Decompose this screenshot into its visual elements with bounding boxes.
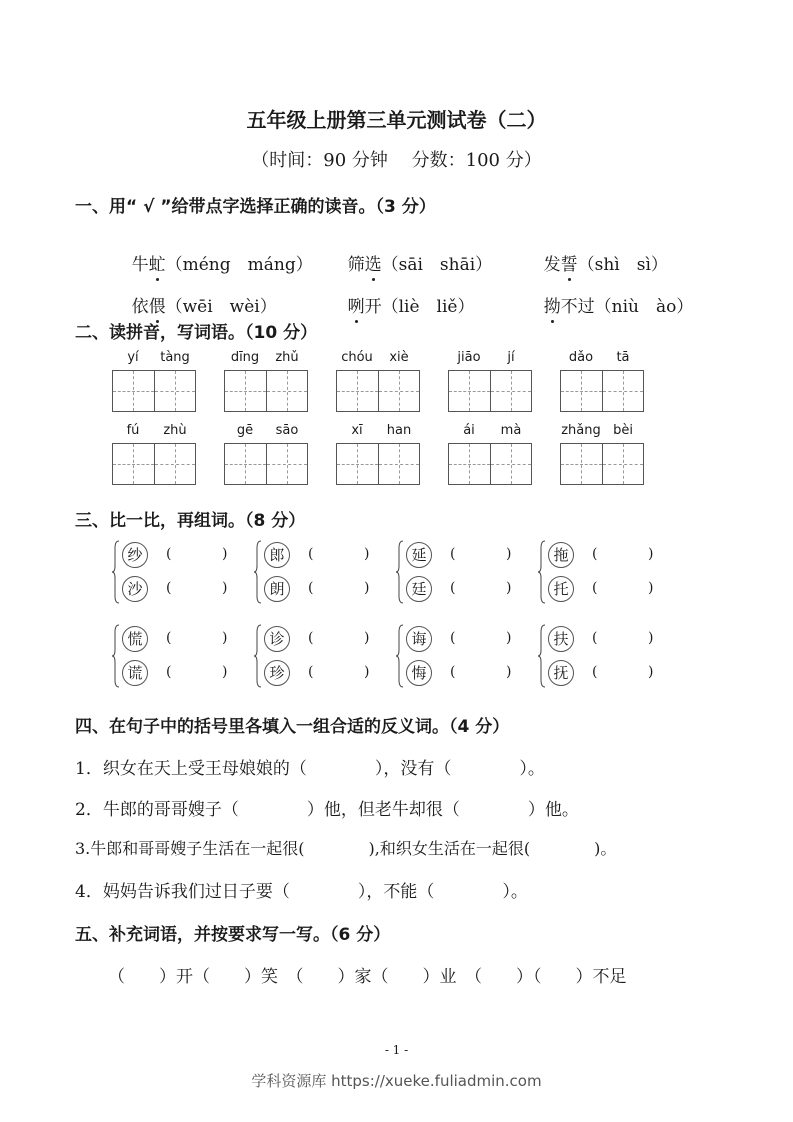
pronunciation-item: 拗 不过（niù ào）	[522, 272, 693, 337]
compare-group	[538, 624, 668, 690]
pinyin-syllable: ái	[463, 423, 475, 438]
idiom-line: （ ）开（ ）笑 （ ）家（ ）业 （ ）（ ）不足	[108, 967, 627, 987]
writing-grid[interactable]	[448, 443, 532, 485]
section1-heading: 一、用“ √ ”给带点字选择正确的读音。（3 分）	[75, 197, 436, 217]
pinyin-group	[336, 423, 420, 441]
pinyin-syllable: dīng	[230, 350, 260, 365]
section5-heading: 五、补充词语，并按要求写一写。（6 分）	[75, 925, 391, 945]
paren-open: (	[450, 546, 456, 562]
pronunciation-item: 牛虻 （méng máng）	[110, 230, 313, 295]
paren-open: (	[308, 664, 314, 680]
compare-group	[112, 624, 242, 690]
paren-open: (	[450, 630, 456, 646]
exam-title: 五年级上册第三单元测试卷（二）	[246, 108, 547, 132]
compare-group	[396, 624, 526, 690]
paren-close: )	[506, 580, 512, 596]
character-circle: 诊	[264, 626, 290, 652]
pinyin-syllable: chóu	[341, 350, 373, 365]
exam-subtitle: （时间：90 分钟 分数：100 分）	[251, 150, 542, 171]
paren-open: (	[166, 664, 172, 680]
character-circle: 延	[406, 542, 432, 568]
paren-open: (	[308, 580, 314, 596]
pronunciation-item: 依偎 （wēi wèi）	[110, 272, 277, 337]
section2-heading: 二、读拼音，写词语。（10 分）	[75, 323, 318, 343]
compare-group	[254, 624, 384, 690]
pinyin-syllable: zhù	[163, 423, 187, 438]
paren-open: (	[308, 546, 314, 562]
pinyin-group	[336, 350, 420, 368]
paren-close: )	[222, 580, 228, 596]
character-circle: 诲	[406, 626, 432, 652]
pinyin-group	[448, 423, 532, 441]
writing-grid[interactable]	[224, 370, 308, 412]
pinyin-syllable: fú	[126, 423, 140, 438]
pinyin-group	[560, 423, 644, 441]
paren-close: )	[506, 630, 512, 646]
pinyin-group	[448, 350, 532, 368]
character-circle: 悔	[406, 660, 432, 686]
pinyin-syllable: dǎo	[568, 350, 594, 365]
sentence-line: 3.牛郎和哥哥嫂子生活在一起很( ),和织女生活在一起很( )。	[75, 839, 617, 858]
character-circle: 谎	[122, 660, 148, 686]
pinyin-syllable: xiè	[389, 350, 409, 365]
paren-open: (	[592, 630, 598, 646]
pronunciation-item: 咧 开（liè liě）	[326, 272, 475, 337]
brace-icon	[538, 540, 546, 604]
paren-open: (	[166, 630, 172, 646]
character-circle: 廷	[406, 576, 432, 602]
paren-open: (	[592, 546, 598, 562]
compare-group	[538, 540, 668, 606]
character-circle: 沙	[122, 576, 148, 602]
pinyin-group	[112, 423, 196, 441]
pinyin-syllable: sāo	[275, 423, 299, 438]
paren-close: )	[506, 664, 512, 680]
writing-grid[interactable]	[112, 370, 196, 412]
brace-icon	[254, 540, 262, 604]
brace-icon	[112, 624, 120, 688]
paren-close: )	[222, 664, 228, 680]
character-circle: 朗	[264, 576, 290, 602]
writing-grid[interactable]	[336, 370, 420, 412]
pinyin-group	[560, 350, 644, 368]
brace-icon	[538, 624, 546, 688]
brace-icon	[396, 540, 404, 604]
sentence-line: 1．织女在天上受王母娘娘的（ ），没有（ ）。	[75, 759, 545, 779]
compare-group	[112, 540, 242, 606]
pinyin-syllable: tàng	[160, 350, 190, 365]
character-circle: 郎	[264, 542, 290, 568]
brace-icon	[396, 624, 404, 688]
pinyin-syllable: bèi	[613, 423, 633, 438]
pinyin-group	[224, 423, 308, 441]
pinyin-syllable: zhǔ	[275, 350, 299, 365]
character-circle: 慌	[122, 626, 148, 652]
paren-close: )	[364, 546, 370, 562]
paren-close: )	[648, 580, 654, 596]
writing-grid[interactable]	[336, 443, 420, 485]
sentence-line: 4．妈妈告诉我们过日子要（ ），不能（ ）。	[75, 882, 528, 902]
page-number: - 1 -	[384, 1043, 409, 1057]
character-circle: 拖	[548, 542, 574, 568]
pinyin-syllable: gē	[236, 423, 254, 438]
paren-close: )	[364, 664, 370, 680]
writing-grid[interactable]	[560, 443, 644, 485]
brace-icon	[254, 624, 262, 688]
paren-close: )	[648, 546, 654, 562]
character-circle: 抚	[548, 660, 574, 686]
character-circle: 纱	[122, 542, 148, 568]
brace-icon	[112, 540, 120, 604]
compare-group	[396, 540, 526, 606]
footer-site: 学科资源库 https://xueke.fuliadmin.com	[251, 1072, 542, 1090]
character-circle: 扶	[548, 626, 574, 652]
paren-open: (	[166, 546, 172, 562]
paren-open: (	[592, 580, 598, 596]
section4-heading: 四、在句子中的括号里各填入一组合适的反义词。（4 分）	[75, 717, 510, 737]
paren-open: (	[166, 580, 172, 596]
paren-open: (	[450, 580, 456, 596]
pinyin-syllable: zhǎng	[561, 423, 601, 438]
paren-open: (	[450, 664, 456, 680]
pinyin-group	[112, 350, 196, 368]
paren-close: )	[364, 630, 370, 646]
pinyin-syllable: tā	[616, 350, 630, 365]
paren-close: )	[506, 546, 512, 562]
pronunciation-item: 发誓 （shì sì）	[522, 230, 668, 295]
paren-close: )	[648, 664, 654, 680]
pinyin-syllable: jiāo	[457, 350, 481, 365]
pinyin-syllable: jí	[507, 350, 515, 365]
pinyin-syllable: yí	[127, 350, 139, 365]
paren-close: )	[222, 546, 228, 562]
pinyin-syllable: han	[386, 423, 412, 438]
pinyin-syllable: xī	[351, 423, 363, 438]
writing-grid[interactable]	[112, 443, 196, 485]
paren-close: )	[364, 580, 370, 596]
pinyin-syllable: mà	[500, 423, 522, 438]
character-circle: 托	[548, 576, 574, 602]
sentence-line: 2．牛郎的哥哥嫂子（ ）他，但老牛却很（ ）他。	[75, 800, 579, 820]
compare-group	[254, 540, 384, 606]
paren-close: )	[222, 630, 228, 646]
paren-open: (	[592, 664, 598, 680]
pronunciation-item: 筛选 （sāi shāi）	[326, 230, 492, 295]
writing-grid[interactable]	[560, 370, 644, 412]
character-circle: 珍	[264, 660, 290, 686]
writing-grid[interactable]	[224, 443, 308, 485]
pinyin-group	[224, 350, 308, 368]
writing-grid[interactable]	[448, 370, 532, 412]
section3-heading: 三、比一比，再组词。（8 分）	[75, 511, 306, 531]
paren-open: (	[308, 630, 314, 646]
paren-close: )	[648, 630, 654, 646]
